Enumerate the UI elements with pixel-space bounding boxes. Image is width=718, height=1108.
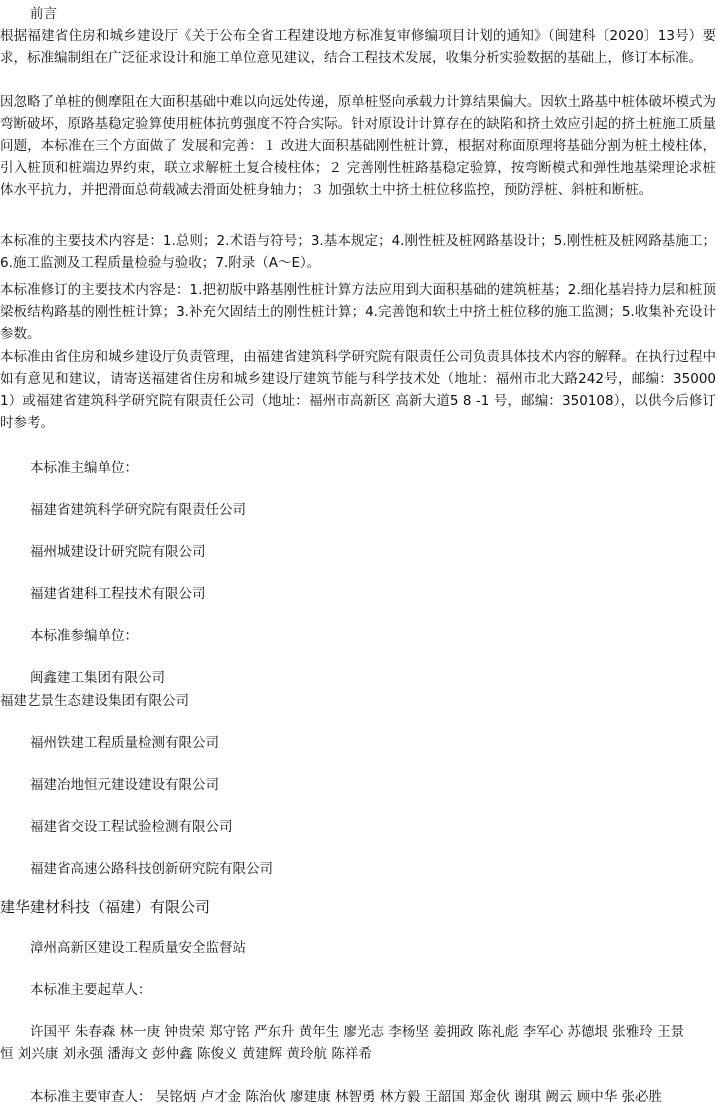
chief-unit-item: 福建省建筑科学研究院有限责任公司: [30, 502, 246, 518]
foreword-title: 前言: [30, 6, 57, 22]
participating-units-heading: 本标准参编单位：: [30, 628, 138, 644]
chief-unit-item: 福建省建科工程技术有限公司: [30, 586, 206, 602]
drafters-heading: 本标准主要起草人：: [30, 982, 152, 998]
participating-unit-item: 福建艺景生态建设集团有限公司: [0, 693, 189, 709]
participating-unit-item: 福建省交设工程试验检测有限公司: [30, 819, 233, 835]
reviewers-line: 本标准主要审查人： 吴铭炳 卢才金 陈治伙 廖建康 林智勇 林方毅 王韶国 郑金伙 谢琪 阙云 顾中华 张必胜: [30, 1089, 662, 1105]
participating-unit-item: 福建冶地恒元建设建设有限公司: [30, 777, 219, 793]
drafters-names-line-2: 恒 刘兴康 刘永强 潘海文 彭仲鑫 陈俊义 黄建辉 黄玲航 陈祥希: [0, 1046, 372, 1062]
chief-unit-item: 福州城建设计研究院有限公司: [30, 544, 206, 560]
drafters-names-line-1: 许国平 朱春森 林一庚 钟贵荣 郑守铭 严东升 黄年生 廖光志 李杨坚 姜拥政 陈礼彪 李军心 苏德垠 张雅玲 王景: [30, 1024, 685, 1040]
participating-unit-item: 漳州高新区建设工程质量安全监督站: [30, 940, 246, 956]
foreword-paragraph-3: 本标准的主要技术内容是：1.总则；2.术语与符号；3.基本规定；4.刚性桩及桩网路基设计；5.刚性桩及桩网路基施工；6.施工监测及工程质量检验与验收；7.附录（A～E）。: [0, 233, 716, 271]
participating-unit-item: 福州铁建工程质量检测有限公司: [30, 735, 219, 751]
foreword-paragraph-1: 根据福建省住房和城乡建设厅《关于公布全省工程建设地方标准复审修编项目计划的通知》（闽建科〔2020〕13号）要求，标准编制组在广泛征求设计和施工单位意见建议，结合工程技术发展，收集分析实验数据的基础上，修订本标准。: [0, 28, 716, 66]
foreword-paragraph-5: 本标准由省住房和城乡建设厅负责管理，由福建省建筑科学研究院有限责任公司负责具体技术内容的解释。在执行过程中如有意见和建议，请寄送福建省住房和城乡建设厅建筑节能与科学技术处（地址：福州市北大路242号，邮编：350001）或福建省建筑科学研究院有限责任公司（地址：福州市高新区 高新大道5 8 -1 号，邮编：350108），以供今后修订时参考。: [0, 349, 716, 431]
foreword-paragraph-4: 本标准修订的主要技术内容是：1.把初版中路基刚性桩计算方法应用到大面积基础的建筑桩基；2.细化基岩持力层和桩顶梁板结构路基的刚性桩计算；3.补充欠固结土的刚性桩计算；4.完善饱和软土中挤土桩位移的施工监测；5.收集补充设计参数。: [0, 282, 716, 342]
foreword-paragraph-2: 因忽略了单桩的侧摩阻在大面积基础中难以向远处传递，原单桩竖向承载力计算结果偏大。因软土路基中桩体破坏模式为弯断破坏，原路基稳定验算使用桩体抗剪强度不符合实际。针对原设计计算存在的缺陷和挤土效应引起的挤土桩施工质量问题，本标准在三个方面做了 发展和完善：１ 改进大面积基础刚性桩计算，根据对称面原理将基础分割为桩土棱柱体，引入桩顶和桩端边界约束，联立求解桩土复合棱柱体；２ 完善刚性桩路基稳定验算，按弯断模式和弹性地基梁理论求桩体水平抗力，并把滑面总荷载减去滑面处桩身轴力；３ 加强软土中挤土桩位移监控，预防浮桩、斜桩和断桩。: [0, 94, 716, 198]
participating-unit-item: 福建省高速公路科技创新研究院有限公司: [30, 861, 273, 877]
chief-units-heading: 本标准主编单位：: [30, 460, 138, 476]
participating-unit-item: 建华建材科技（福建）有限公司: [0, 898, 211, 916]
participating-unit-item: 闽鑫建工集团有限公司: [30, 670, 165, 686]
